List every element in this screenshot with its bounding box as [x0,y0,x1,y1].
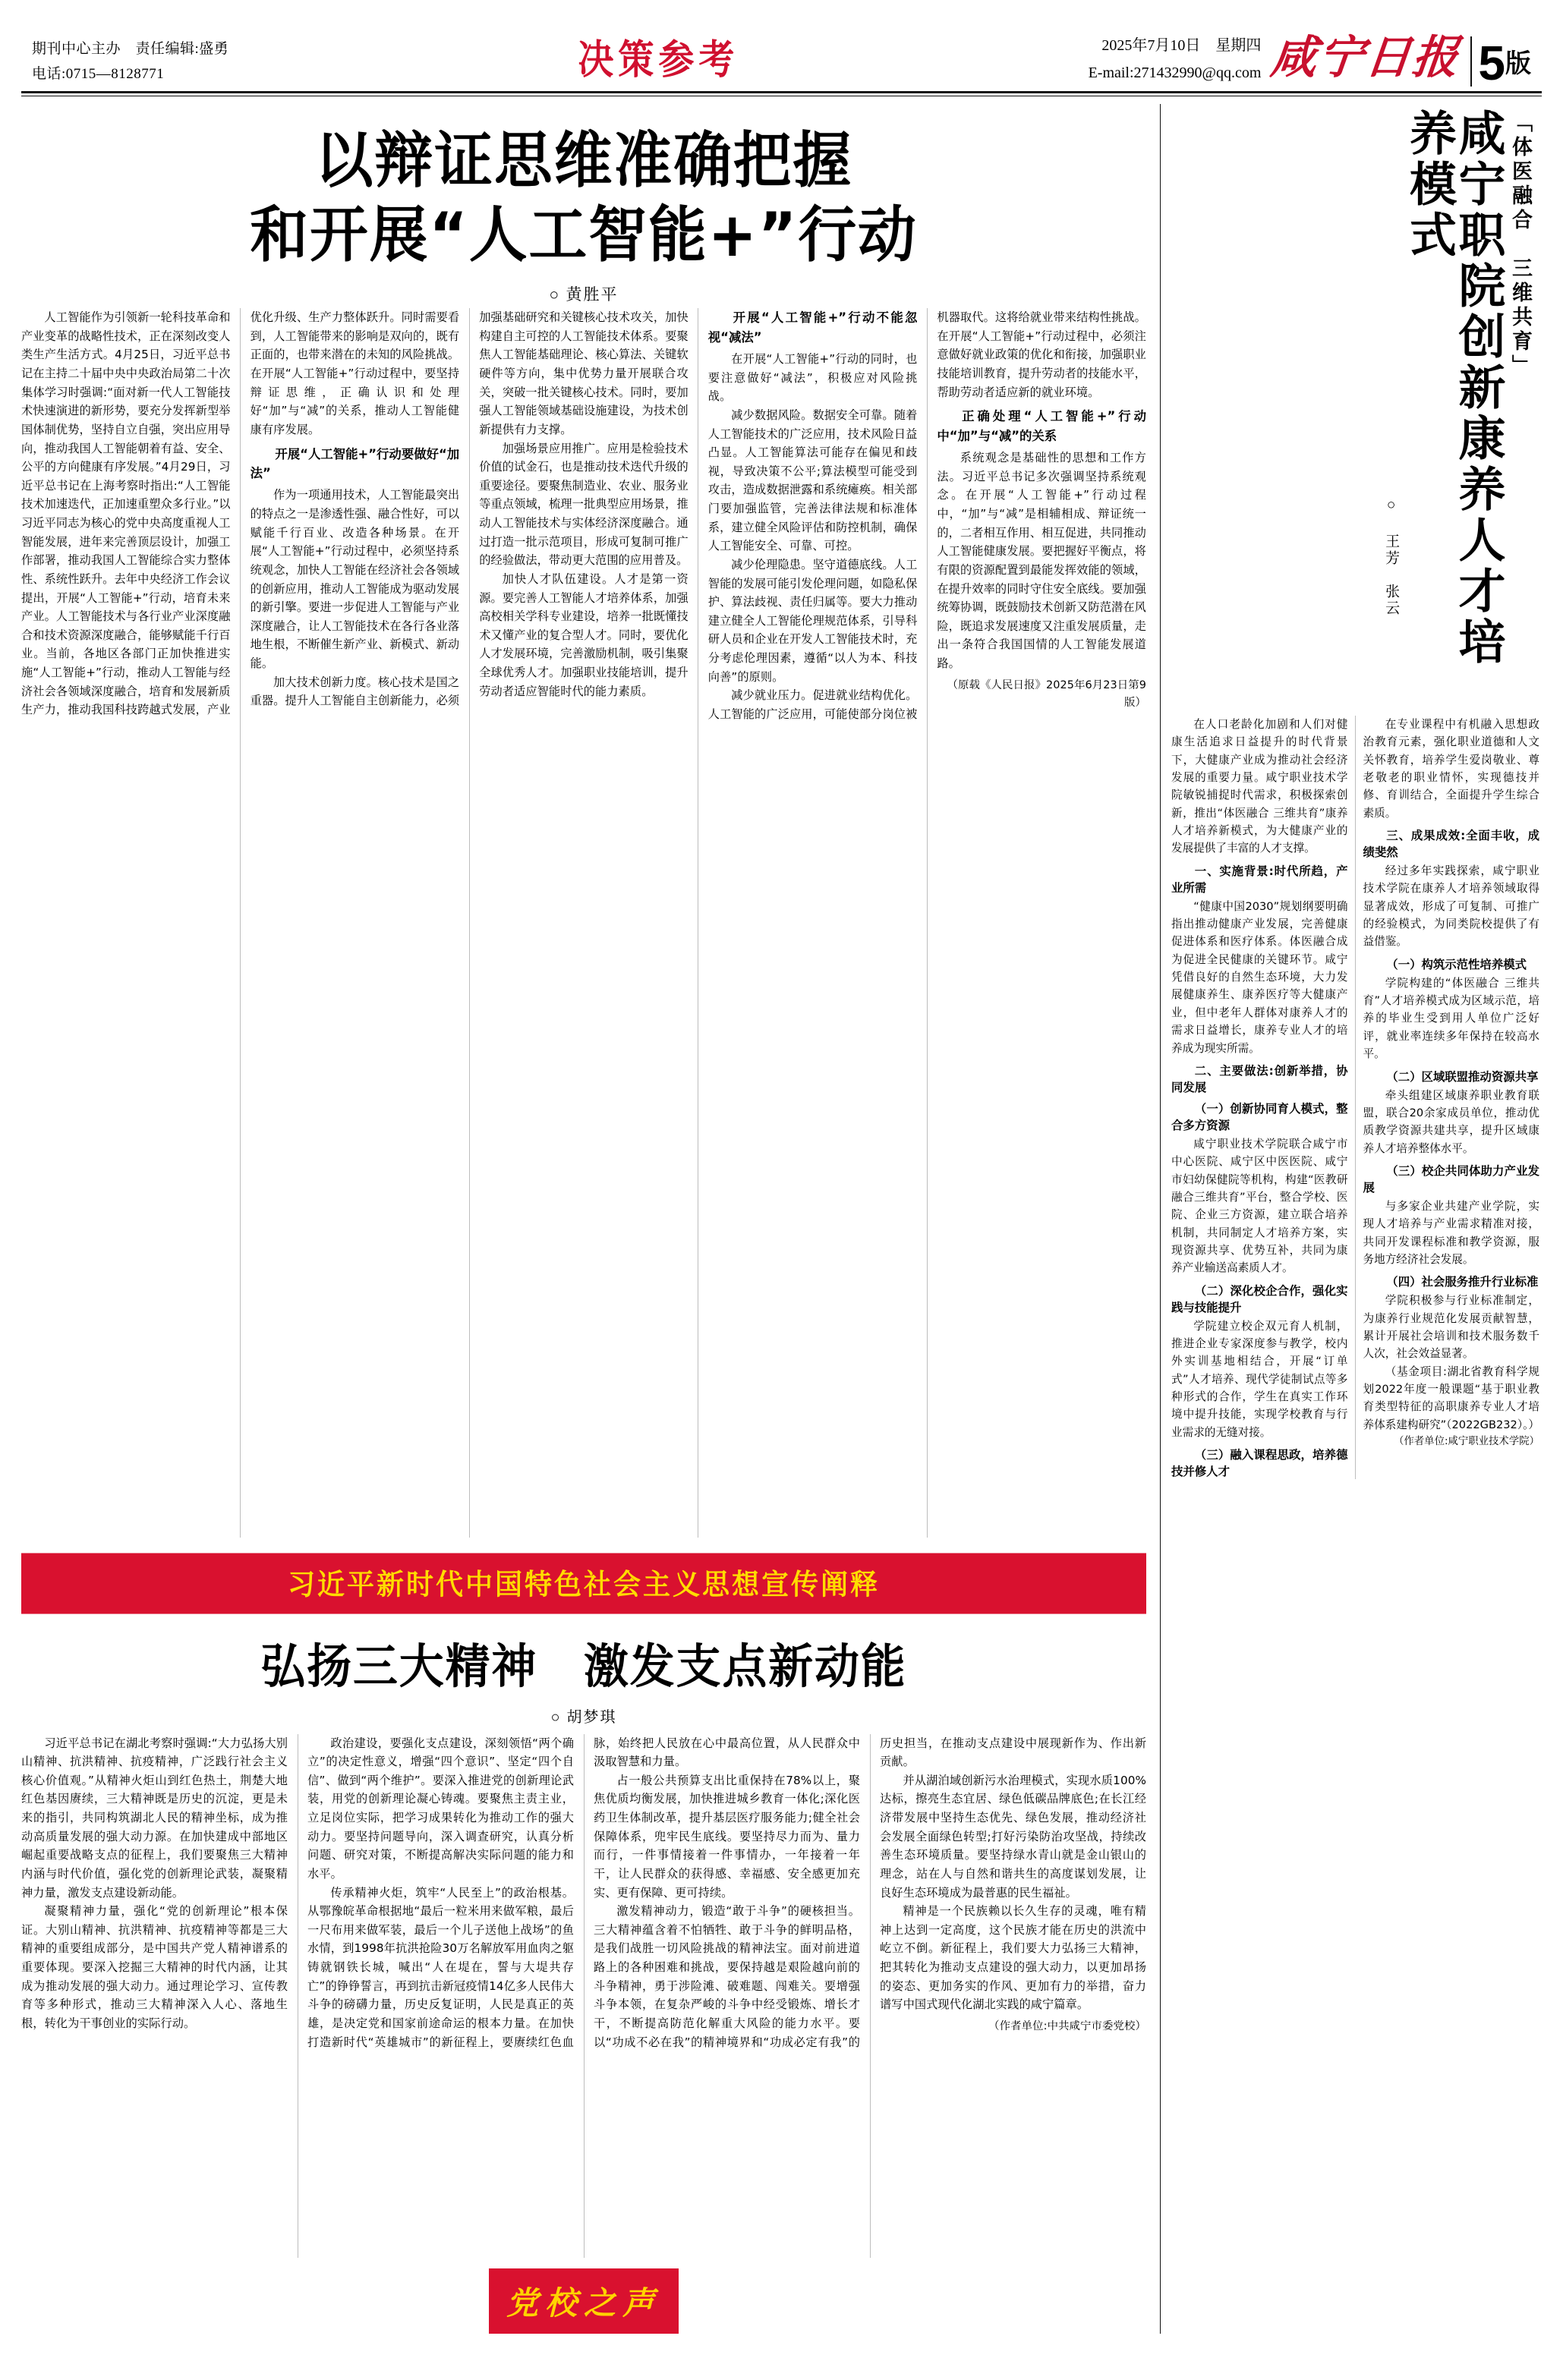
masthead-rule [21,91,1542,93]
rail-paragraph: 咸宁职业技术学院联合咸宁市中心医院、咸宁区中医医院、咸宁市妇幼保健院等机构，构建“医教研融合三维共育”平台，整合学校、医院、企业三方资源，建立联合培养机制，共同制定人才培养方案，实现资源共享、优势互补，共同为康养产业输送高素质人才。 [1171,1137,1348,1275]
edition-number: 5 [1478,36,1505,91]
lead-subhead: 开展“人工智能+”行动要做好“加法” [250,446,460,480]
lead-subhead: 开展“人工智能+”行动不能忽视“减法” [707,310,918,345]
newspaper-brand: 咸宁日报 [1268,31,1463,84]
masthead-center [228,34,1088,87]
rail-subhead: （二）区域联盟推动资源共享 [1386,1069,1539,1084]
lead-paragraph: 减少数据风险。数据安全可靠。随着人工智能技术的广泛应用，技术风险日益凸显。人工智能算法可能存在偏见和歧视，导致决策不公平;算法模型可能受到攻击，造成数据泄露和系统瘫痪。相关部门要加强监管，完善法律法规和标准体系，建立健全风险评估和防控机制，确保人工智能安全、可靠、可控。 [707,408,918,553]
rail-subhead: （三）融入课程思政，培养德技并修人才 [1171,1448,1348,1478]
rail-subhead: 三、成果成效:全面丰收，成绩斐然 [1363,829,1539,860]
edition-badge [1470,36,1531,91]
rail-paragraph: 在人口老龄化加剧和人们对健康生活追求日益提升的时代背景下，大健康产业成为推动社会经济发展的重要力量。咸宁职业技术学院敏锐捕捉时代需求，积极探索创新，推出“体医融合 三维共育”康养人才培养新模式，为大健康产业的发展提供了丰富的人才支撑。 [1171,718,1348,855]
lead-byline: ○ 黄胜平 [549,285,619,304]
rail-shoulder-title: 「体医融合 三维共育」 [1508,112,1532,379]
rail-subhead: （四）社会服务推升行业标准 [1386,1275,1539,1289]
rail-subhead: （三）校企共同体助力产业发展 [1363,1163,1539,1195]
edition-unit: 版 [1505,49,1531,80]
rail-article-body [1171,716,1539,1479]
lead-paragraph: 系统观念是基础性的思想和工作方法。习近平总书记多次强调坚持系统观念。在开展“人工智能+”行动过程中，“加”与“减”是相辅相成、辩证统一的，二者相互作用、相互促进，共同推动人工智能健康发展。要把握好平衡点，将有限的资源配置到最能发挥效能的领域，在提升效率的同时守住安全底线。要加强统筹协调，既鼓励技术创新又防范潜在风险，既追求发展速度又注重发展质量，走出一条符合我国国情的人工智能发展道路。 [937,451,1146,671]
lead-headline [21,104,1146,273]
lead-paragraph: 加强场景应用推广。应用是检验技术价值的试金石，也是推动技术迭代升级的重要途径。要聚焦制造业、农业、服务业等重点领域，梳理一批典型应用场景，推动人工智能技术与实体经济深度融合。通过打造一批示范项目，形成可复制可推广的经验做法，带动更大范围的应用普及。 [479,441,689,568]
lead-paragraph: 减少就业压力。促进就业结构优化。人工智能的广泛应用，可能使部分岗位被机器取代。这将给就业带来结构性挑战。在开展“人工智能+”行动过程中，必须注意做好就业政策的优化和衔接，加强职业技能培训教育，提升劳动者的技能水平，帮助劳动者适应新的就业环境。 [707,310,1146,721]
second-byline: ○ 胡梦琪 [550,1708,617,1726]
lead-source: （原载《人民日报》2025年6月23日第9版） [947,678,1146,709]
left-column-block [21,104,1160,2334]
rail-headline-block [1171,109,1539,708]
rail-subhead: （一）构筑示范性培养模式 [1386,957,1527,971]
masthead-right [1088,21,1531,91]
second-paragraph: 占一般公共预算支出比重保持在78%以上，聚焦优质均衡发展，加快推进城乡教育一体化;深化医药卫生体制改革，提升基层医疗服务能力;健全社会保障体系，兜牢民生底线。要坚持尽力而为、量力而行，一件事情接着一件事情办，一年接着一年干，让人民群众的获得感、幸福感、安全感更加充实、更有保障、更可持续。 [594,1773,860,1900]
rail-paragraph: 与多家企业共建产业学院，实现人才培养与产业需求精准对接，共同开发课程标准和教学资源，服务地方经济社会发展。 [1363,1199,1539,1266]
rail-paragraph: 经过多年实践探索，咸宁职业技术学院在康养人才培养领域取得显著成效，形成了可复制、可推广的经验模式，为同类院校提供了有益借鉴。 [1363,864,1539,949]
email-address: E-mail:271432990@qq.com [1088,65,1262,81]
stamp-container [21,2258,1146,2334]
lead-headline-line1: 以辩证思维准确把握 [314,125,853,196]
lead-paragraph: 加快人才队伍建设。人才是第一资源。要完善人工智能人才培养体系，加强高校相关学科专业建设，培养一批既懂技术又懂产业的复合型人才。同时，要优化人才发展环境，完善激励机制，吸引集聚全球优秀人才。加强职业技能培训，提升劳动者适应智能时代的能力素质。 [479,571,689,698]
phone-line: 电话:0715—8128771 [32,65,165,82]
lead-headline-line2: 和开展“人工智能+”行动 [250,199,918,270]
second-paragraph: 凝聚精神力量，强化“党的创新理论”根本保证。大别山精神、抗洪精神、抗疫精神等都是三大精神的重要组成部分，是中国共产党人精神谱系的重要体现。要深入挖掘三大精神的时代内涵，让其成为推动发展的强大动力。通过理论学习、宣传教育等多种形式，推动三大精神深入人心、落地生根，转化为干事创业的实际行动。 [21,1904,288,2030]
masthead [21,0,1542,91]
lead-paragraph: 作为一项通用技术，人工智能最突出的特点之一是渗透性强、融合性好，可以赋能千行百业、改造各种场景。在开展“人工智能+”行动过程中，必须坚持系统观念，加快人工智能在经济社会各领域的创新应用，推动人工智能成为驱动发展的新引擎。要进一步促进人工智能与产业深度融合，让人工智能技术在各行各业落地生根，不断催生新产业、新模式、新动能。 [250,488,460,671]
rail-paragraph: 学院积极参与行业标准制定，为康养行业规范化发展贡献智慧，累计开展社会培训和技术服务数千人次，社会效益显著。 [1363,1294,1539,1361]
publisher-line: 期刊中心主办 责任编辑:盛勇 [32,40,229,57]
rail-paragraph: “健康中国2030”规划纲要明确指出推动健康产业发展，完善健康促进体系和医疗体系。体医融合成为促进全民健康的关键环节。咸宁凭借良好的自然生态环境，大力发展健康养生、康养医疗等大健康产业，但中老年人群体对康养人才的需求日益增长，康养专业人才的培养成为现实所需。 [1171,899,1348,1055]
party-school-stamp: 党校之声 [489,2268,679,2334]
masthead-left-info [32,36,228,87]
rail-paragraph: 学院建立校企双元育人机制，推进企业专家深度参与教学，校内外实训基地相结合，开展“订单式”人才培养、现代学徒制试点等多种形式的合作，学生在真实工作环境中提升技能，实现学校教育与行业需求的无缝对接。 [1171,1319,1348,1439]
rail-subhead: （一）创新协同育人模式，整合多方资源 [1171,1101,1348,1132]
second-headline-text: 弘扬三大精神 激发支点新动能 [260,1639,907,1695]
rail-paragraph: 牵头组建区域康养职业教育联盟，联合20余家成员单位，推动优质教学资源共建共享，提升区域康养人才培养整体水平。 [1363,1088,1539,1155]
rail-footnote: （基金项目:湖北省教育科学规划2022年度一般课题“基于职业教育类型特征的高职康养专业人才培养体系建构研究”（2022GB232）。） [1363,1365,1540,1431]
lead-paragraph: 加大技术创新力度。核心技术是国之重器。提升人工智能自主创新能力，必须加强基础研究和关键核心技术攻关，加快构建自主可控的人工智能技术体系。要聚焦人工智能基础理论、核心算法、关键软硬件等方向，集中优势力量开展联合攻关，突破一批关键核心技术。同时，要加强人工智能领域基础设施建设，为技术创新提供有力支撑。 [250,310,689,708]
masthead-date-block [1089,32,1262,87]
lead-paragraph: 人工智能作为引领新一轮科技革命和产业变革的战略性技术，正在深刻改变人类生产生活方式。4月25日，习近平总书记在主持二十届中央中央政治局第二十次集体学习时强调:“面对新一代人工智能技术快速演进的新形势，要充分发挥新型举国体制优势，坚持自立自强，突出应用导向，推动我国人工智能朝着有益、安全、公平的方向健康有序发展。”4月29日，习近平总书记在上海考察时指出:“人工智能技术加速迭代，正加速重塑众多行业。”以习近平同志为核心的党中央高度重视人工智能发展，进年来完善顶层设计，加强工作部署，推动我国人工智能综合实力整体性、系统性跃升。去年中央经济工作会议提出，开展“人工智能+”行动，培育未来产业。人工智能技术与各行业产业深度融合和技术资源深度融合，能够赋能千行百业。当前，各地区各部门正加快推进实施“人工智能+”行动，推动人工智能与经济社会各领域深度融合，培育和发展新质生产力，推动我国科技跨越式发展，产业优化升级、生产力整体跃升。同时需要看到，人工智能带来的影响是双向的，既有正面的，也带来潜在的未知的风险挑战。在开展“人工智能+”行动过程中，要坚持辩证思维，正确认识和处理好“加”与“减”的关系，推动人工智能健康有序发展。 [21,310,460,717]
second-paragraph: 习近平总书记在湖北考察时强调:“大力弘扬大别山精神、抗洪精神、抗疫精神，广泛践行社会主义核心价值观。”从精神火炬山到红色热土，荆楚大地红色基因赓续，三大精神既是历史的沉淀，更是未来的指引，共同构筑湖北人民的精神坐标，成为推动高质量发展的强大动力源。在加快建成中部地区崛起重要战略支点的征程上，我们要聚焦三大精神内涵与时代价值，强化党的创新理论武装，凝聚精神力量，激发支点建设新动能。 [21,1736,288,1900]
lead-paragraph: 减少伦理隐患。坚守道德底线。人工智能的发展可能引发伦理问题，如隐私保护、算法歧视、责任归属等。要大力推动建立健全人工智能伦理规范体系，引导科研人员和企业在开发人工智能技术时，充分考虑伦理因素，遵循“以人为本、科技向善”的原则。 [707,557,918,684]
rail-paragraph: 在专业课程中有机融入思想政治教育元素，强化职业道德和人文关怀教育，培养学生爱岗敬业、尊老敬老的职业情怀，实现德技并修、育训结合，全面提升学生综合素质。 [1363,718,1539,820]
lead-subhead: 正确处理“人工智能+”行动中“加”与“减”的关系 [937,409,1146,443]
second-paragraph: 政治建设，要强化支点建设，深刻领悟“两个确立”的决定性意义，增强“四个意识”、坚定“四个自信”、做到“两个维护”。要深入推进党的创新理论武装，用党的创新理论凝心铸魂。要聚焦主责主业，立足岗位实际，把学习成果转化为推动工作的强大动力。要坚持问题导向，深入调查研究，认真分析问题、研究对策，不断提高解决实际问题的能力和水平。 [307,1736,574,1881]
second-author-note: （作者单位:中共咸宁市委党校） [988,2020,1146,2032]
second-paragraph: 传承精神火炬，筑牢“人民至上”的政治根基。从鄂豫皖革命根据地“最后一粒米用来做军粮，最后一尺布用来做军装，最后一个儿子送他上战场”的鱼水情，到1998年抗洪抢险30万名解放军用血肉之躯铸就钢铁长城，喊出“人在堤在，誓与大堤共存亡”的铮铮誓言，再到抗击新冠疫情14亿多人民伟大斗争的磅礴力量，历史反复证明，人民是真正的英雄，是决定党和国家前途命运的根本力量。在加快打造新时代“英雄城市”的新征程上，要赓续红色血脉，始终把人民放在心中最高位置，从人民群众中汲取智慧和力量。 [307,1736,860,2049]
second-paragraph: 并从湖泊域创新污水治理模式，实现水质100%达标，擦亮生态宜居、绿色低碳品牌底色;在长江经济带发展中坚持生态优先、绿色发展，推动经济社会发展全面绿色转型;打好污染防治攻坚战，持续改善生态环境质量。要坚持绿水青山就是金山银山的理念，站在人与自然和谐共生的高度谋划发展，让良好生态环境成为最普惠的民生福祉。 [880,1773,1146,1900]
rail-subhead: 二、主要做法:创新举措，协同发展 [1171,1063,1348,1094]
rail-subhead: （二）深化校企合作，强化实践与技能提升 [1171,1283,1348,1314]
lead-paragraph: 在开展“人工智能+”行动的同时，也要注意做好“减法”，积极应对风险挑战。 [707,352,918,404]
right-rail [1160,104,1539,2334]
lead-article-body [21,308,1146,1538]
second-article-body [21,1734,1146,2258]
rail-paragraph: 学院构建的“体医融合 三维共育”人才培养模式成为区域示范，培养的毕业生受到用人单位广泛好评，就业率连续多年保持在较高水平。 [1363,976,1539,1061]
rail-byline: ○ 王芳 张云 [1383,497,1400,617]
section-title: 决策参考 [578,36,739,83]
second-paragraph: 精神是一个民族赖以长久生存的灵魂，唯有精神上达到一定高度，这个民族才能在历史的洪流中屹立不倒。新征程上，我们要大力弘扬三大精神，把其转化为推动支点建设的强大动力，以更加昂扬的姿态、更加务实的作风、更加有力的举措，奋力谱写中国式现代化湖北实践的咸宁篇章。 [880,1904,1146,2012]
second-paragraph: 激发精神动力，锻造“敢于斗争”的硬核担当。三大精神蕴含着不怕牺牲、敢于斗争的鲜明品格，是我们战胜一切风险挑战的精神法宝。面对前进道路上的各种困难和挑战，要保持越是艰险越向前的斗争精神，勇于涉险滩、破难题、闯难关。要增强斗争本领，在复杂严峻的斗争中经受锻炼、增长才干，不断提高防范化解重大风险的能力水平。要以“功成不必在我”的精神境界和“功成必定有我”的历史担当，在推动支点建设中展现新作为、作出新贡献。 [594,1736,1146,2049]
publication-date: 2025年7月10日 星期四 [1101,37,1262,54]
rail-subhead: 一、实施背景:时代所趋，产业所需 [1171,864,1348,895]
propaganda-banner: 习近平新时代中国特色社会主义思想宣传阐释 [21,1554,1146,1614]
rail-main-title: 咸宁职院创新康养人才培养模式 [1401,109,1506,668]
main-content-area [21,104,1542,2334]
second-headline [21,1613,1146,1695]
rail-author-note: （作者单位:咸宁职业技术学院） [1394,1436,1539,1447]
